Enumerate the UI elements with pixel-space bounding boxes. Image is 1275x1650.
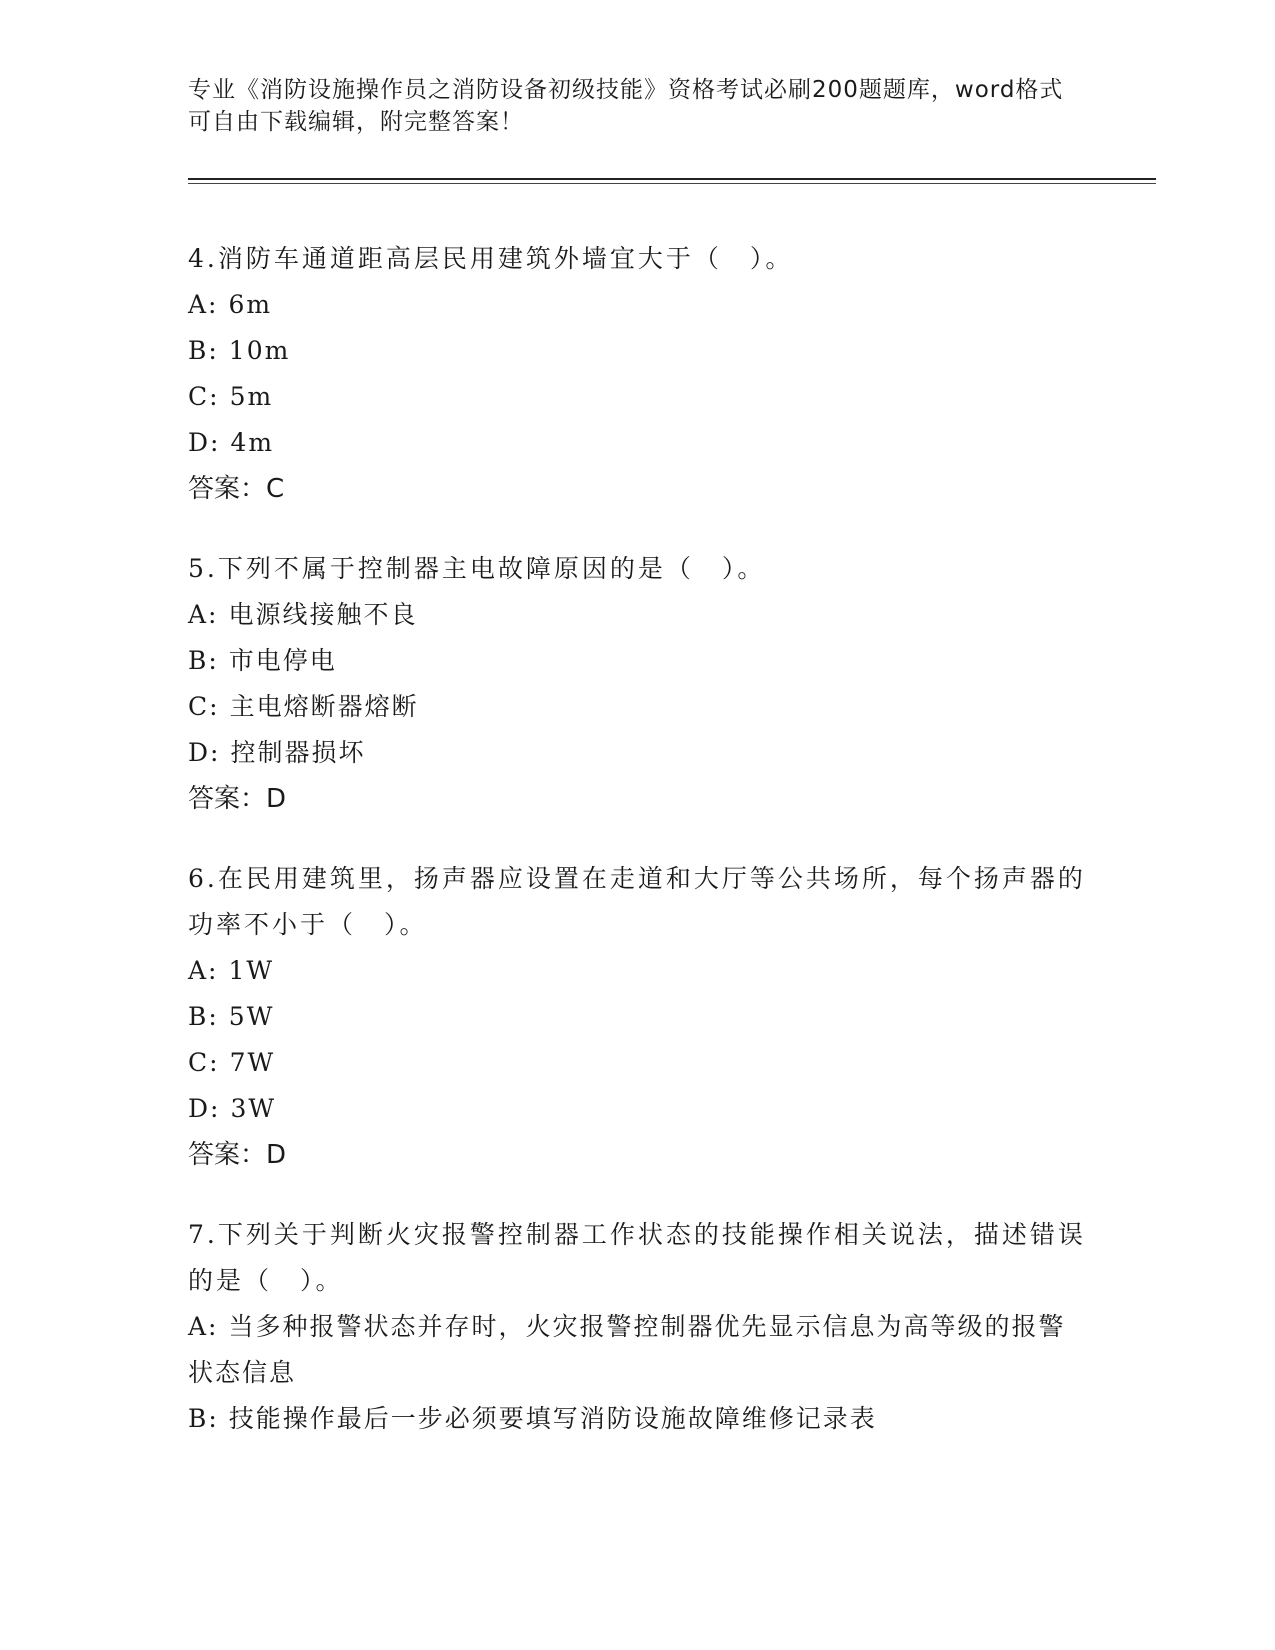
question-stem: 4.消防车通道距高层民用建筑外墙宜大于（ ）。 (188, 244, 794, 273)
question-5 (188, 546, 1088, 822)
option-key: B: (188, 1002, 219, 1031)
option-text: 技能操作最后一步必须要填写消防设施故障维修记录表 (228, 1404, 877, 1433)
option-text: 1W (228, 956, 275, 985)
option-key: C: (188, 692, 220, 721)
question-stem: 7.下列关于判断火灾报警控制器工作状态的技能操作相关说法，描述错误的是（ ）。 (188, 1220, 1086, 1295)
option-text: 6m (228, 290, 273, 319)
header-divider-thin (188, 183, 1156, 184)
answer-line: 答案：C (188, 474, 285, 504)
question-6 (188, 856, 1088, 1178)
option-d (188, 730, 1088, 776)
option-d (188, 1086, 1088, 1132)
option-key: C: (188, 382, 220, 411)
option-text: 市电停电 (228, 646, 337, 675)
option-text: 电源线接触不良 (228, 600, 418, 629)
option-text: 7W (229, 1048, 276, 1077)
question-stem: 6.在民用建筑里，扬声器应设置在走道和大厅等公共场所，每个扬声器的功率不小于（ ）。 (188, 864, 1086, 939)
option-text: 控制器损坏 (230, 738, 366, 767)
option-text: 主电熔断器熔断 (229, 692, 419, 721)
option-a (188, 1304, 1088, 1396)
option-a (188, 282, 1088, 328)
option-text: 10m (228, 336, 291, 365)
option-b (188, 994, 1088, 1040)
document-header: 专业《消防设施操作员之消防设备初级技能》资格考试必刷200题题库，word格式可自由下载编辑，附完整答案！ (188, 77, 1064, 135)
question-4 (188, 236, 1088, 512)
option-c (188, 1040, 1088, 1086)
option-c (188, 374, 1088, 420)
option-key: D: (188, 738, 221, 767)
option-key: A: (188, 1312, 219, 1341)
option-c (188, 684, 1088, 730)
option-text: 3W (230, 1094, 277, 1123)
option-text: 4m (230, 428, 275, 457)
option-b (188, 1396, 1088, 1442)
option-text: 5W (228, 1002, 275, 1031)
header-divider-thick (188, 178, 1156, 180)
option-key: B: (188, 336, 219, 365)
option-b (188, 328, 1088, 374)
answer-line: 答案：D (188, 784, 287, 814)
option-key: D: (188, 428, 221, 457)
option-text: 当多种报警状态并存时，火灾报警控制器优先显示信息为高等级的报警状态信息 (188, 1312, 1066, 1387)
option-key: B: (188, 1404, 219, 1433)
answer-line: 答案：D (188, 1140, 287, 1170)
question-7 (188, 1212, 1088, 1442)
option-b (188, 638, 1088, 684)
option-d (188, 420, 1088, 466)
option-text: 5m (229, 382, 274, 411)
option-key: C: (188, 1048, 220, 1077)
question-list (188, 236, 1088, 1476)
option-key: B: (188, 646, 219, 675)
option-key: A: (188, 290, 219, 319)
option-key: A: (188, 600, 219, 629)
question-stem: 5.下列不属于控制器主电故障原因的是（ ）。 (188, 554, 766, 583)
option-a (188, 948, 1088, 994)
option-key: A: (188, 956, 219, 985)
option-a (188, 592, 1088, 638)
option-key: D: (188, 1094, 221, 1123)
